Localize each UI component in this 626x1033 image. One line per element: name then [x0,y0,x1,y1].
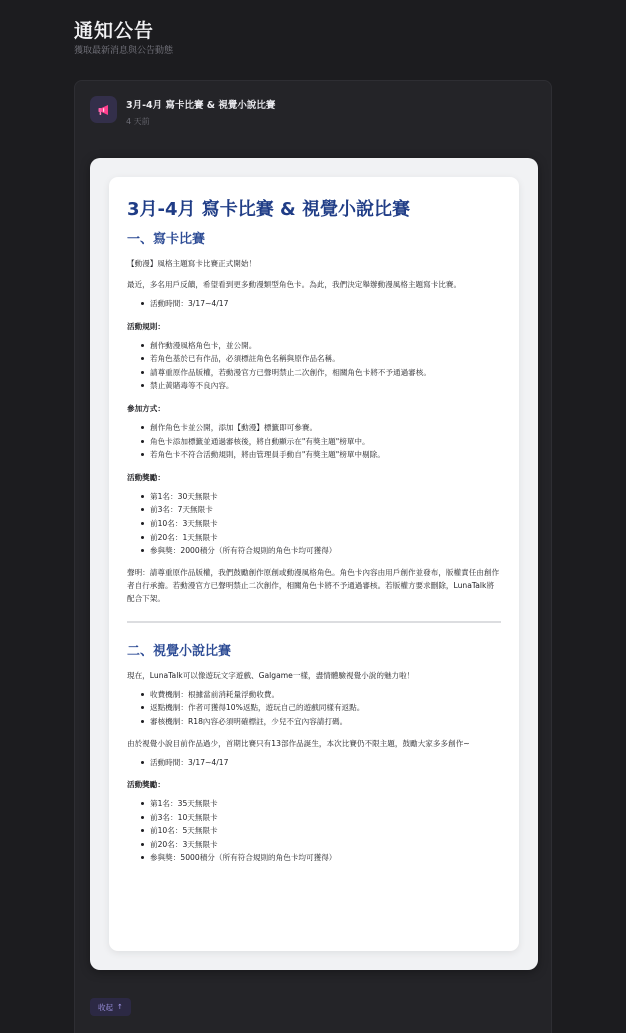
visual-novel-period-list [127,756,501,770]
list-item: 角色卡添加標籤並通過審核後，將自動顯示在"有獎主題"榜單中。 [141,435,501,449]
rules-list [127,339,501,393]
list-item: 前20名：1天無限卡 [141,531,501,545]
list-item: 前10名：5天無限卡 [141,824,501,838]
list-item: 參與獎：5000積分（所有符合規則的角色卡均可獲得） [141,851,501,865]
mechanics-list [127,688,501,729]
list-item: 審核機制：R18內容必須明確標註，少兒不宜內容請打碼。 [141,715,501,729]
list-item: 請尊重原作品版權，若動漫官方已聲明禁止二次創作，相關角色卡將不予通過審核。 [141,366,501,380]
rewards-label: 活動獎勵： [127,472,165,482]
card-contest-paragraph: 最近，多名用戶反饋，希望看到更多動漫類型角色卡。為此，我們決定舉辦動漫風格主題寫卡比賽。 [127,280,462,289]
list-item: 若角色卡不符合活動規則，將由管理員手動自"有獎主題"榜單中剔除。 [141,448,501,462]
notice-title: 3月-4月 寫卡比賽 & 視覺小說比賽 [126,100,276,111]
rewards-label: 活動獎勵： [127,780,165,790]
list-item: 收費機制：根據當前消耗量浮動收費。 [141,688,501,702]
collapse-label: 收起 [98,1002,113,1012]
list-item: 第1名：30天無限卡 [141,490,501,504]
join-label: 參加方式： [127,403,165,413]
join-list [127,421,501,462]
list-item: 若角色基於已有作品，必須標註角色名稱與原作品名稱。 [141,352,501,366]
section-divider [127,621,501,623]
page-subtitle: 獲取最新消息與公告動態 [74,46,174,56]
notice-card [74,80,552,1033]
list-item: 前10名：3天無限卡 [141,517,501,531]
section-heading-card-contest: 一、寫卡比賽 [127,232,206,247]
list-item: 創作動漫風格角色卡，並公開。 [141,339,501,353]
collapse-button[interactable] [90,998,131,1016]
list-item: 參與獎：2000積分（所有符合規則的角色卡均可獲得） [141,544,501,558]
list-item: 返點機制：作者可獲得10%返點，遊玩自己的遊戲同樣有返點。 [141,701,501,715]
rewards-list [127,797,501,865]
list-item: 前3名：10天無限卡 [141,811,501,825]
list-item: 禁止黃賭毒等不良內容。 [141,379,501,393]
list-item: 活動時間：3/17~4/17 [141,297,501,311]
document-title: 3月-4月 寫卡比賽 & 視覺小說比賽 [127,199,411,220]
section-heading-visual-novel: 二、視覺小說比賽 [127,643,232,659]
list-item: 前3名：7天無限卡 [141,503,501,517]
announcement-frame [90,158,538,970]
rules-label: 活動規則： [127,321,165,331]
list-item: 前20名：3天無限卡 [141,838,501,852]
list-item: 第1名：35天無限卡 [141,797,501,811]
notice-timestamp: 4 天前 [126,117,150,126]
disclaimer: 聲明：請尊重原作品版權，我們鼓勵創作原創或動漫風格角色。角色卡內容由用戶創作並發布，版權責任由創作者自行承擔。若動漫官方已聲明禁止二次創作，相關角色卡將不予通過審核。若版權方要求刪除，LunaTalk將配合下架。 [127,567,500,603]
visual-novel-intro: 現在，LunaTalk可以像遊玩文字遊戲、Galgame一樣，盡情體驗視覺小說的魅力啦！ [127,670,415,680]
rewards-list [127,490,501,558]
megaphone-icon [90,96,117,123]
card-contest-period-list [127,297,501,311]
list-item: 創作角色卡並公開，添加【動漫】標籤即可參賽。 [141,421,501,435]
visual-novel-paragraph: 由於視覺小說目前作品過少，首期比賽只有13部作品誕生，本次比賽仍不限主題，鼓勵大家多多創作~ [127,738,470,748]
list-item: 活動時間：3/17~4/17 [141,756,501,770]
notice-header [90,96,275,127]
arrow-up-icon: ↑ [117,1003,123,1011]
card-contest-intro: 【動漫】風格主題寫卡比賽正式開始！ [127,259,257,268]
announcement-document [109,177,519,951]
page-title: 通知公告 [74,20,155,42]
